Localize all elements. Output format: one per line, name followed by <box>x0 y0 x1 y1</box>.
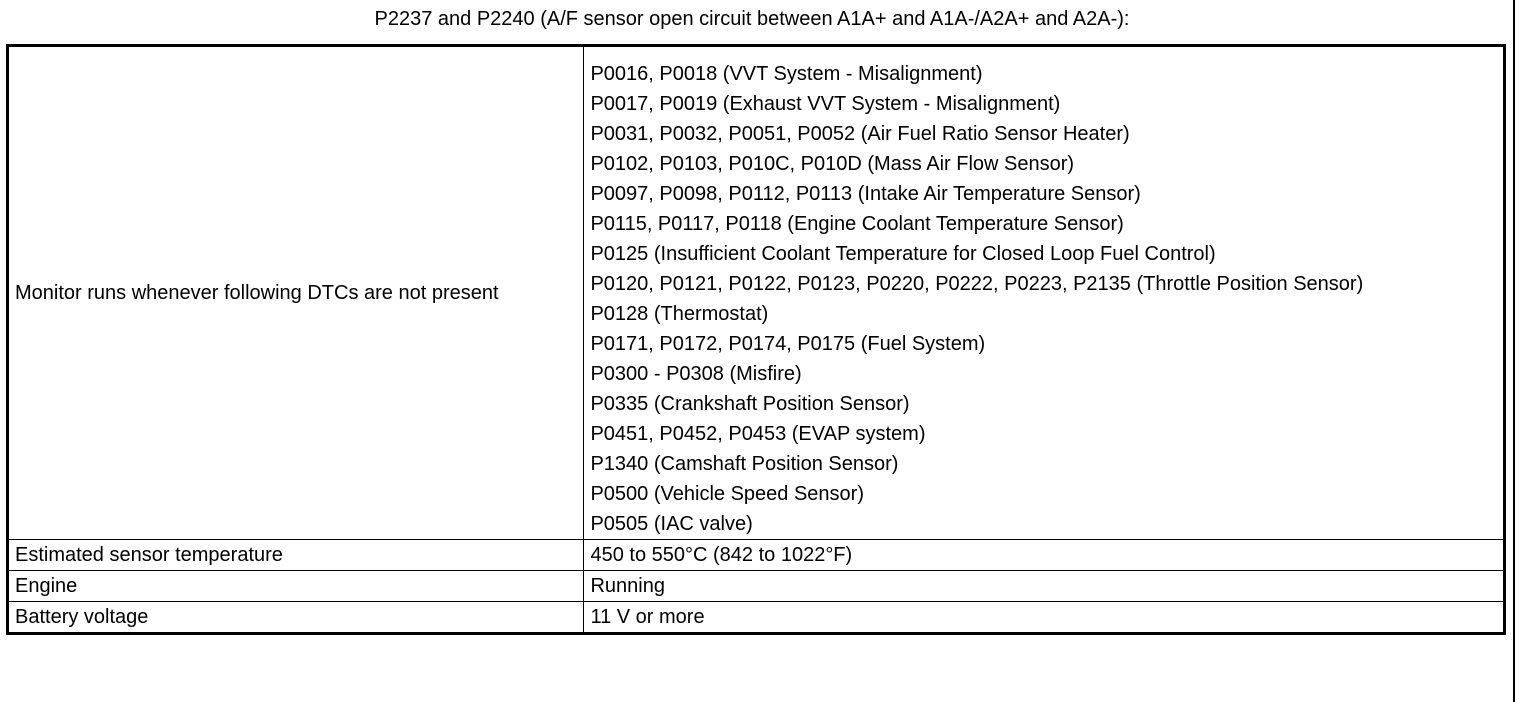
list-item: P0031, P0032, P0051, P0052 (Air Fuel Ratio Sensor Heater) <box>590 123 1130 145</box>
list-item: P0097, P0098, P0112, P0113 (Intake Air Temperature Sensor) <box>590 183 1141 205</box>
list-item: P0171, P0172, P0174, P0175 (Fuel System) <box>590 333 986 355</box>
dtc-list <box>590 59 1497 539</box>
condition-value <box>584 46 1505 540</box>
list-item: P0128 (Thermostat) <box>590 303 769 325</box>
list-item: P0120, P0121, P0122, P0123, P0220, P0222, P0223, P2135 (Throttle Position Sensor) <box>590 273 1364 295</box>
list-item: P0335 (Crankshaft Position Sensor) <box>590 393 910 415</box>
condition-label: Battery voltage <box>8 602 584 634</box>
list-item: P0300 - P0308 (Misfire) <box>590 363 802 385</box>
table-row <box>8 46 1505 540</box>
condition-label: Engine <box>8 571 584 602</box>
list-item: P1340 (Camshaft Position Sensor) <box>590 453 899 475</box>
page-edge-rule <box>1513 0 1515 702</box>
condition-label: Estimated sensor temperature <box>8 540 584 571</box>
list-item: P0505 (IAC valve) <box>590 513 753 535</box>
list-item: P0500 (Vehicle Speed Sensor) <box>590 483 864 505</box>
condition-value: 11 V or more <box>584 602 1505 634</box>
condition-value: Running <box>584 571 1505 602</box>
list-item: P0016, P0018 (VVT System - Misalignment) <box>590 63 983 85</box>
page-heading: P2237 and P2240 (A/F sensor open circuit between A1A+ and A1A-/A2A+ and A2A-): <box>374 8 1130 30</box>
list-item: P0017, P0019 (Exhaust VVT System - Misalignment) <box>590 93 1061 115</box>
list-item: P0115, P0117, P0118 (Engine Coolant Temperature Sensor) <box>590 213 1124 235</box>
table-row <box>8 571 1505 602</box>
list-item: P0451, P0452, P0453 (EVAP system) <box>590 423 926 445</box>
condition-value: 450 to 550°C (842 to 1022°F) <box>584 540 1505 571</box>
list-item: P0125 (Insufficient Coolant Temperature for Closed Loop Fuel Control) <box>590 243 1216 265</box>
condition-label: Monitor runs whenever following DTCs are not present <box>8 46 584 540</box>
table-row <box>8 602 1505 634</box>
list-item: P0102, P0103, P010C, P010D (Mass Air Flow Sensor) <box>590 153 1075 175</box>
table-row <box>8 540 1505 571</box>
monitor-conditions-table <box>6 44 1506 635</box>
